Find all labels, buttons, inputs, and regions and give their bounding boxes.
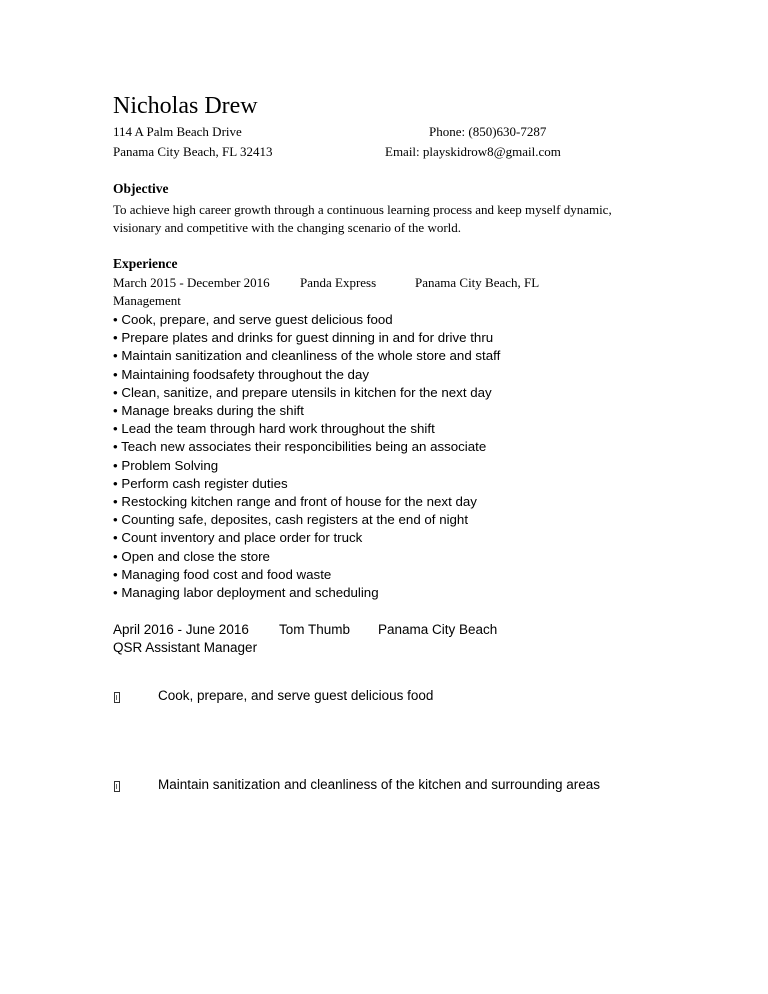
job2-dates: April 2016 - June 2016 [113, 622, 249, 637]
job2-location: Panama City Beach [378, 622, 498, 637]
missing-glyph-bullet-icon [114, 692, 120, 703]
objective-line-1: To achieve high career growth through a continuous learning process and keep myself dynamic, [113, 202, 612, 217]
list-item: • Teach new associates their responcibilities being an associate [113, 439, 487, 455]
list-item: • Maintain sanitization and cleanliness of the whole store and staff [113, 348, 501, 364]
list-item: • Cook, prepare, and serve guest delicious food [113, 312, 393, 327]
missing-glyph-bullet-icon [114, 781, 120, 792]
job1-title: Management [113, 293, 181, 308]
job1-location: Panama City Beach, FL [415, 275, 540, 290]
job2-duty-1: Cook, prepare, and serve guest delicious food [158, 688, 434, 703]
address-line-2: Panama City Beach, FL 32413 [113, 144, 273, 159]
experience-heading: Experience [113, 256, 178, 271]
list-item: • Restocking kitchen range and front of house for the next day [113, 494, 477, 510]
job1-company: Panda Express [300, 275, 377, 290]
job2-duty-2: Maintain sanitization and cleanliness of the kitchen and surrounding areas [158, 777, 601, 792]
objective-line-2: visionary and competitive with the changing scenario of the world. [113, 220, 462, 235]
list-item: • Maintaining foodsafety throughout the day [113, 366, 369, 382]
list-item: • Clean, sanitize, and prepare utensils in kitchen for the next day [113, 384, 492, 400]
list-item: • Managing labor deployment and scheduling [113, 585, 379, 601]
list-item: • Manage breaks during the shift [113, 403, 304, 419]
phone: Phone: (850)630-7287 [429, 124, 547, 139]
list-item: • Problem Solving [113, 457, 219, 473]
list-item: • Counting safe, deposites, cash registers at the end of night [113, 512, 469, 528]
list-item: • Open and close the store [113, 548, 270, 564]
email: Email: playskidrow8@gmail.com [385, 144, 561, 159]
list-item: • Count inventory and place order for truck [113, 530, 363, 546]
list-item: • Managing food cost and food waste [113, 566, 332, 582]
job2-company: Tom Thumb [279, 622, 351, 637]
list-item: • Lead the team through hard work throughout the shift [113, 421, 435, 437]
job2-title: QSR Assistant Manager [113, 640, 258, 655]
objective-heading: Objective [113, 181, 169, 196]
address-line-1: 114 A Palm Beach Drive [113, 124, 242, 139]
job1-duties-list [113, 311, 500, 602]
job1-dates: March 2015 - December 2016 [113, 275, 270, 290]
candidate-name: Nicholas Drew [113, 93, 258, 119]
list-item: • Perform cash register duties [113, 475, 288, 491]
list-item: • Prepare plates and drinks for guest dinning in and for drive thru [113, 330, 494, 346]
